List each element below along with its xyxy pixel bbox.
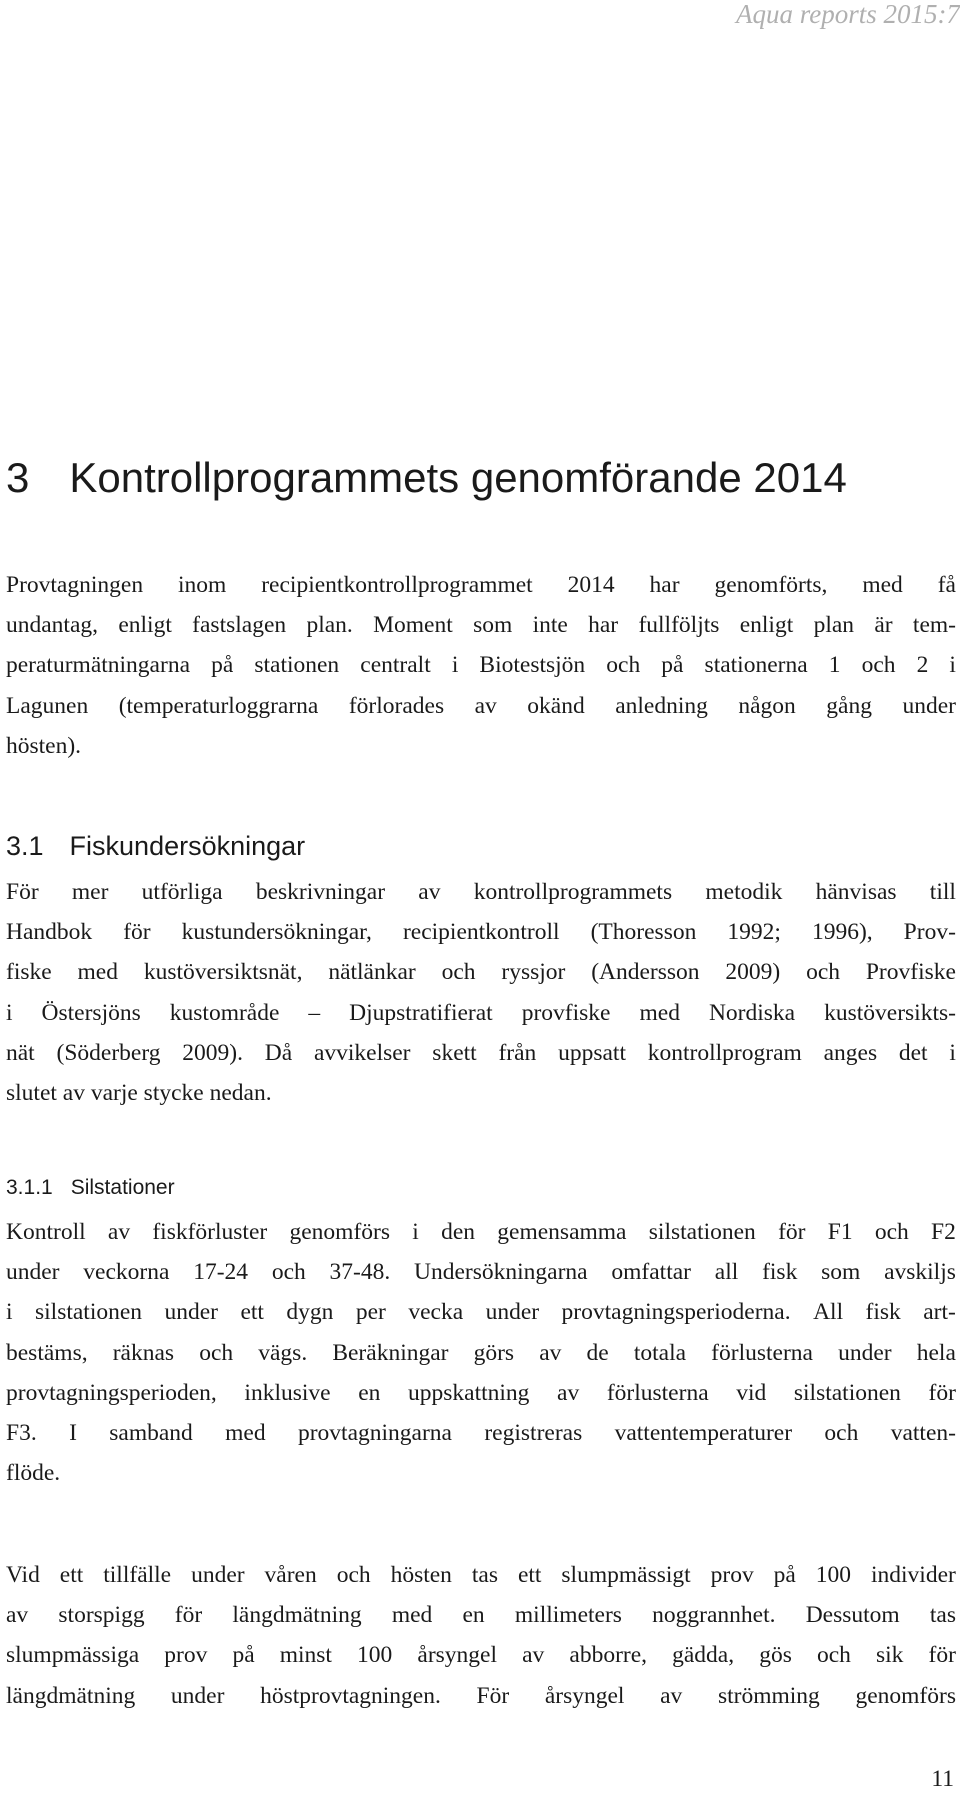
paragraph-line: Handbok för kustundersökningar, recipientkontroll (Thoresson 1992; 1996), Prov- xyxy=(6,919,956,946)
paragraph-line: slutet av varje stycke nedan. xyxy=(6,1080,272,1107)
paragraph-line: F3. I samband med provtagningarna registreras vattentemperaturer och vatten- xyxy=(6,1420,956,1447)
paragraph-line: i silstationen under ett dygn per vecka under provtagningsperioderna. All fisk art- xyxy=(6,1299,956,1326)
chapter-title: Kontrollprogrammets genomförande 2014 xyxy=(69,454,847,501)
section-3-1-1-paragraph-1 xyxy=(6,1212,956,1493)
paragraph-line: provtagningsperioden, inklusive en uppskattning av förlusterna vid silstationen för xyxy=(6,1379,956,1406)
paragraph-line: Kontroll av fiskförluster genomförs i den gemensamma silstationen för F1 och F2 xyxy=(6,1219,956,1245)
section-3-1-1-paragraph-2 xyxy=(6,1555,956,1716)
paragraph-line: nät (Söderberg 2009). Då avvikelser skett från uppsatt kontrollprogram anges det i xyxy=(6,1039,956,1066)
paragraph-line: Vid ett tillfälle under våren och hösten tas ett slumpmässigt prov på 100 individer xyxy=(6,1562,956,1588)
subsection-title: Silstationer xyxy=(70,1176,175,1199)
paragraph-line: av storspigg för längdmätning med en millimeters noggrannhet. Dessutom tas xyxy=(6,1602,956,1629)
intro-paragraph xyxy=(6,565,956,766)
paragraph-line: bestäms, räknas och vägs. Beräkningar görs av de totala förlusterna under hela xyxy=(6,1339,956,1366)
chapter-heading xyxy=(6,448,847,508)
paragraph-line: fiske med kustöversiktsnät, nätlänkar och ryssjor (Andersson 2009) och Provfiske xyxy=(6,959,956,986)
section-title: Fiskundersökningar xyxy=(69,831,306,861)
paragraph-line: För mer utförliga beskrivningar av kontrollprogrammets metodik hänvisas till xyxy=(6,879,956,905)
section-3-1-paragraph xyxy=(6,872,956,1113)
chapter-number: 3 xyxy=(6,454,30,501)
running-header: Aqua reports 2015:7 xyxy=(736,0,960,29)
paragraph-line: undantag, enligt fastslagen plan. Moment som inte har fullföljts enligt plan är tem- xyxy=(6,612,956,639)
section-heading-3-1-1 xyxy=(6,1168,175,1208)
paragraph-line: Lagunen (temperaturloggrarna förlorades av okänd anledning någon gång under xyxy=(6,692,956,719)
paragraph-line: hösten). xyxy=(6,732,82,759)
paragraph-line: Provtagningen inom recipientkontrollprogrammet 2014 har genomförts, med få xyxy=(6,572,956,598)
paragraph-line: i Östersjöns kustområde – Djupstratifierat provfiske med Nordiska kustöversikts- xyxy=(6,999,956,1026)
paragraph-line: flöde. xyxy=(6,1460,61,1487)
page-number: 11 xyxy=(931,1766,954,1792)
paragraph-line: slumpmässiga prov på minst 100 årsyngel av abborre, gädda, gös och sik för xyxy=(6,1642,956,1669)
paragraph-line: under veckorna 17-24 och 37-48. Undersökningarna omfattar all fisk som avskiljs xyxy=(6,1259,956,1286)
section-heading-3-1 xyxy=(6,826,305,866)
paragraph-line: längdmätning under höstprovtagningen. För årsyngel av strömming genomförs xyxy=(6,1682,956,1709)
section-number: 3.1 xyxy=(6,831,44,861)
subsection-number: 3.1.1 xyxy=(6,1176,53,1199)
paragraph-line: peraturmätningarna på stationen centralt i Biotestsjön och på stationerna 1 och 2 i xyxy=(6,652,956,679)
